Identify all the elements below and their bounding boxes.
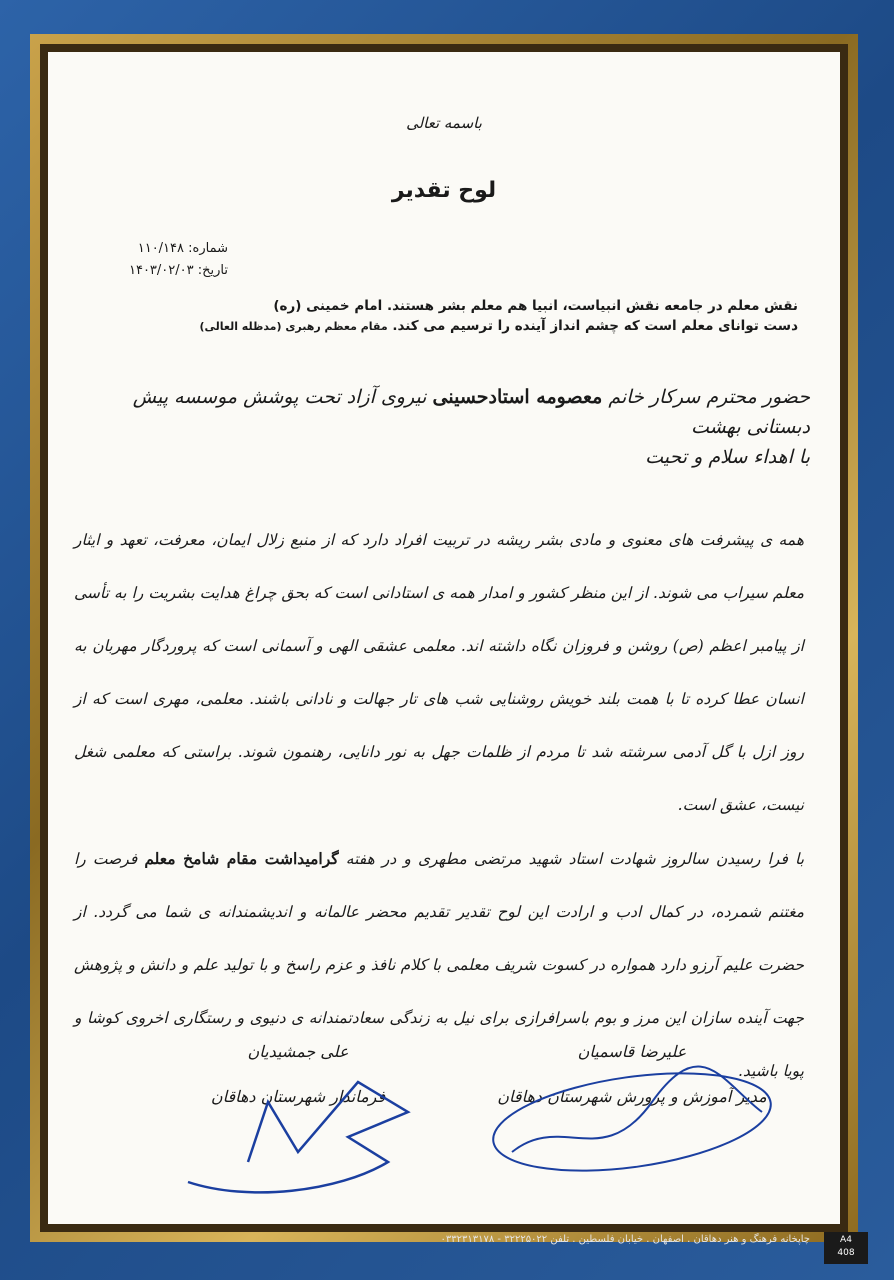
- certificate-paper: [48, 52, 840, 1224]
- letter-date: [129, 260, 228, 282]
- signature-block-right: [482, 1042, 782, 1106]
- paper-size-badge: [824, 1232, 868, 1264]
- paragraph-1: همه ی پیشرفت های معنوی و مادی بشر ریشه در تربیت افراد دارد که از منبع زلال ایمان، معرفت، تعهد و ایثار معلم سیراب می شوند. از این منظر کشور و امدار همه ی استادانی است که بحق چراغ هدایت بشریت را به تأسی از پیامبر اعظم (ص) روشن و فروزان نگاه داشته اند. معلمی عشقی الهی و آسمانی است که پروردگار مهربان به انسان عطا کرده تا با همت بلند خویش روشنایی شب های تار جهالت و نادانی باشند. معلمی، مهری است که از روز ازل با گل آدمی سرشته شد تا مردم از ظلمات جهل به نور دانایی، رهنمون شوند. براستی که معلمی شغل نیست، عشق است.: [74, 531, 804, 814]
- quotes-block: [78, 296, 798, 337]
- paragraph-2-end: فرصت را مغتنم شمرده، در کمال ادب و ارادت این لوح تقدیر تقدیم محضر عالمانه و اندیشمندانه ی شما می گردد. از حضرت علیم آرزو دارد همواره در کسوت شریف معلمی با کلام نافذ و عزم راسخ و با تولید علم و دانش و پژوهش جهت آینده سازان این مرز و بوم باسرافرازی برای نیل به زندگی سعادتمندانه ی دنیوی و رستگاری اخروی کوشا و پویا باشید.: [74, 850, 804, 1080]
- addressee-name: معصومه استادحسینی: [432, 386, 603, 408]
- paragraph-2-start: با فرا رسیدن سالروز شهادت استاد شهید مرتضی مطهری و در هفته: [338, 850, 805, 868]
- paper-size: A4: [840, 1235, 852, 1245]
- quote-1: نقش معلم در جامعه نقش انبیاست، انبیا هم معلم بشر هستند. امام خمینی (ره): [273, 298, 798, 314]
- signature-right-scribble: [482, 1042, 782, 1192]
- addressee-prefix: حضور محترم سرکار خانم: [608, 386, 810, 408]
- paragraph-2-bold: گرامیداشت مقام شامخ معلم: [144, 849, 339, 868]
- signer-left-name: علی جمشیدیان: [247, 1042, 349, 1061]
- quote-2-text: دست توانای معلم است که چشم انداز آینده را ترسیم می کند.: [387, 318, 798, 334]
- quote-2: [78, 316, 798, 337]
- bismillah-heading: باسمه تعالی: [406, 114, 482, 132]
- date-value: ۱۴۰۳/۰۲/۰۳: [128, 263, 194, 278]
- signer-right-name: علیرضا قاسمیان: [577, 1042, 687, 1061]
- number-label: شماره:: [188, 241, 228, 256]
- date-label: تاریخ:: [197, 263, 228, 278]
- printer-footer: چاپخانه فرهنگ و هنر دهاقان . اصفهان . خیابان فلسطین . تلفن ۳۲۲۲۵۰۲۲ - ۰۳۳۲۳۱۳۱۷۸: [440, 1234, 810, 1245]
- quote-2-source: مقام معظم رهبری (مدظله العالی): [199, 320, 388, 333]
- letter-number: [129, 238, 228, 260]
- print-code: 408: [837, 1248, 855, 1258]
- signature-left-scribble: [148, 1042, 448, 1202]
- addressee-line: [80, 382, 810, 442]
- addressee-suffix: نیروی آزاد تحت پوشش موسسه پیش دبستانی بهشت: [132, 386, 810, 438]
- reference-block: [129, 238, 228, 282]
- signature-block-left: [148, 1042, 448, 1106]
- number-value: ۱۱۰/۱۴۸: [137, 241, 185, 256]
- letter-body: [74, 514, 804, 1098]
- signer-left-title: فرماندار شهرستان دهاقان: [210, 1087, 386, 1106]
- signer-right-title: مدیر آموزش و پرورش شهرستان دهاقان: [497, 1087, 767, 1106]
- certificate-title: لوح تقدیر: [391, 178, 497, 203]
- greeting: با اهداء سلام و تحیت: [645, 446, 810, 468]
